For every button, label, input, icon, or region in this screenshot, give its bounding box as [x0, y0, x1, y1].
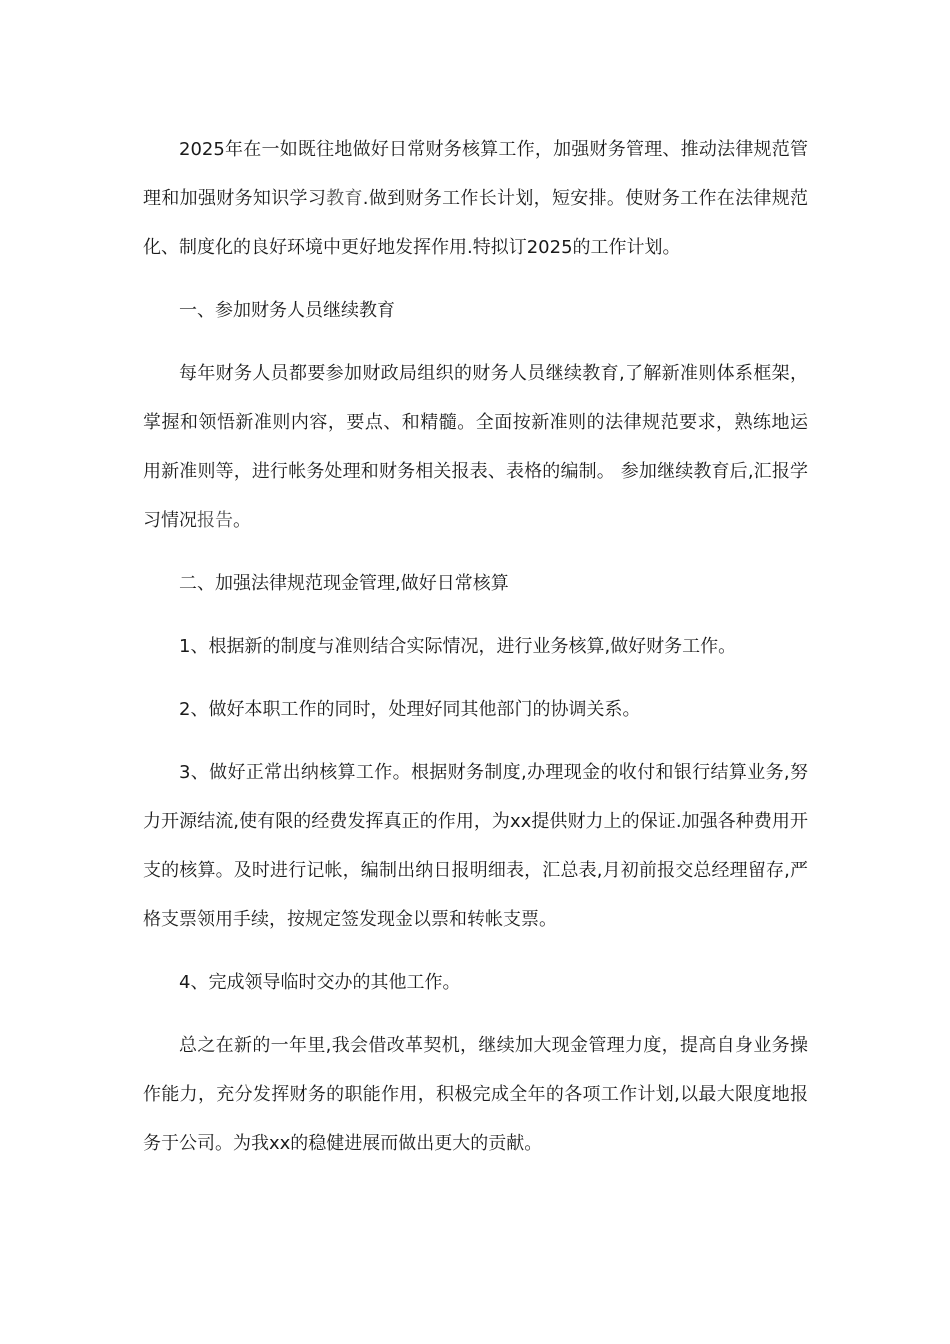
section-1-text-end: 。: [233, 510, 251, 531]
section-1-paragraph: [143, 349, 808, 545]
list-item-2: 2、做好本职工作的同时，处理好同其他部门的协调关系。: [179, 699, 641, 720]
section-1-text-start: 每年财务人员都要参加财政局组织的财务人员继续教育,了解新准则体系框架，掌握和领悟新准则内容，要点、和精髓。全面按新准则的法律规范要求，熟练地运用新准则等，进行帐务处理和财务相关报表、表格的编制。 参加继续教育后,汇报学习情况: [143, 363, 808, 531]
education-link[interactable]: 教育: [326, 188, 363, 209]
intro-text-start: 2025年在一如既往地做好日常财务核算工作，加强财务管理、推动法律规范管理和加强财务知识学习: [143, 139, 808, 209]
section-heading-1: 一、参加财务人员继续教育: [179, 300, 395, 321]
list-item-3: 3、做好正常出纳核算工作。根据财务制度,办理现金的收付和银行结算业务,努力开源结流,使有限的经费发挥真正的作用，为xx提供财力上的保证.加强各种费用开支的核算。及时进行记帐，编制出纳日报明细表，汇总表,月初前报交总经理留存,严格支票领用手续，按规定签发现金以票和转帐支票。: [143, 762, 808, 930]
intro-text-end: .做到财务工作长计划，短安排。使财务工作在法律规范化、制度化的良好环境中更好地发挥作用.特拟订2025的工作计划。: [143, 188, 809, 258]
list-item-1: 1、根据新的制度与准则结合实际情况，进行业务核算,做好财务工作。: [179, 636, 737, 657]
report-link[interactable]: 报告: [197, 510, 233, 531]
intro-paragraph: [143, 125, 808, 272]
section-heading-2: 二、加强法律规范现金管理,做好日常核算: [179, 573, 509, 594]
document-body: [143, 125, 808, 1182]
conclusion-paragraph: 总之在新的一年里,我会借改革契机，继续加大现金管理力度，提高自身业务操作能力，充分发挥财务的职能作用，积极完成全年的各项工作计划,以最大限度地报务于公司。为我xx的稳健进展而做出更大的贡献。: [143, 1035, 808, 1154]
list-item-4: 4、完成领导临时交办的其他工作。: [179, 972, 461, 993]
